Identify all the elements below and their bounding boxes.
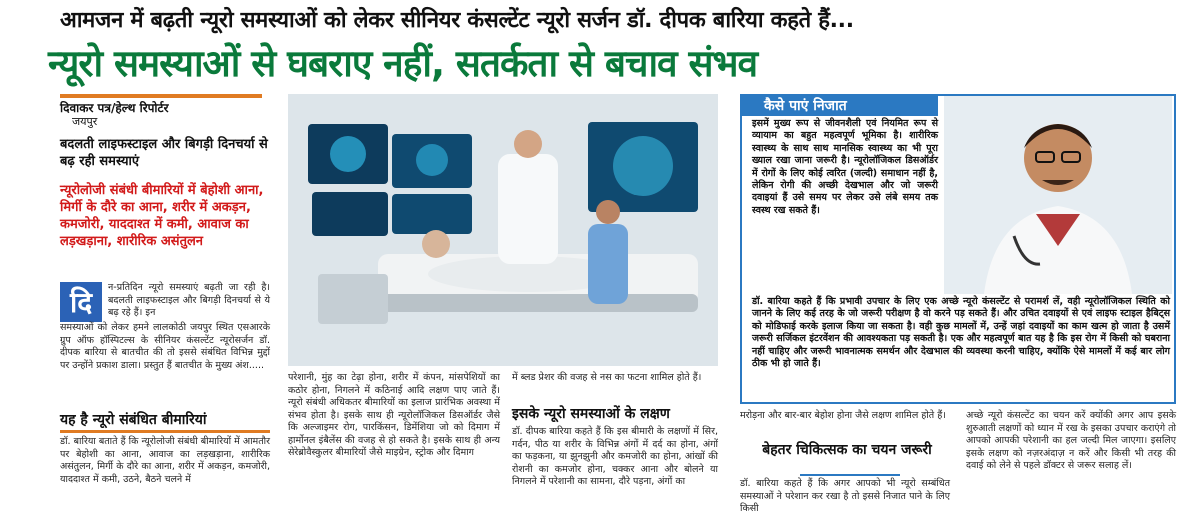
section-underline (60, 430, 270, 433)
headline: न्यूरो समस्याओं से घबराए नहीं, सतर्कता से बचाव संभव (48, 42, 758, 85)
dateline-place: जयपुर (72, 115, 98, 128)
remedy-box-text-continued: डॉ. बारिया कहते हैं कि प्रभावी उपचार के लिए एक अच्छे न्यूरो कंसल्टेंट से परामर्श लें, वही न्यूरोलॉजिकल स्थिति को जानने के लिए कई तरह के जो जरूरी परीक्षण है वो करने पड़ सकते हैं। और उचित दवाइयों से एवं लाइफ स्टाइल हैबिट्स को मोडिफाई करके इलाज किया जा सकता है। वही कुछ मामलों में, उन्हें जहां दवाइयों का काम खत्म हो जाता है उसमें जरूरी सर्जिकल इंटरवेंशन की आवश्यकता पड़ सकती है। एक और महत्वपूर्ण बात यह है कि इस रोग में किसी को घबराना नहीं चाहिए और जरूरी भावनात्मक समर्थन और देखभाल की व्यवस्था करनी चाहिए, क्योंकि ऐसे मामलों में कई बार लोग ठीक भी हो जाते हैं। (752, 296, 1170, 370)
article-text-col2: परेशानी, मुंह का टेढ़ा होना, शरीर में कंपन, मांसपेशियों का कठोर होना, निगलने में कठिनाई आदि लक्षण पाए जाते हैं। न्यूरो संबंधी अधिकतर बीमारियों का इलाज प्रारंभिक अवस्था में संभव होता है। इसके साथ ही न्यूरोलॉजिकल डिसऑर्डर जैसे कि अल्जाइमर रोग, पारकिंसन, डिमेंशिया जो को दिमाग में हार्मोनल इंबैलेंस की वजह से हो सकते है। इसके साथ ही अन्य सेरेब्रोवैस्कुलर बीमारियों जैसे माइग्रेन, स्ट्रोक और दिमाग (288, 372, 500, 458)
hospital-scene-illustration (288, 94, 718, 366)
article-text-col3b: डॉ. बारिया कहते हैं कि अगर आपको भी न्यूरो सम्बंधित समस्याओं ने परेशान कर रखा है तो इससे निजात पाने के लिए किसी (740, 478, 950, 514)
article-text-col1-intro: न-प्रतिदिन न्यूरो समस्याएं बढ़ती जा रही है। बदलती लाइफस्टाइल और बिगड़ी दिनचर्या से ये बढ़ रहे हैं। इन (108, 282, 270, 318)
kicker-line: आमजन में बढ़ती न्यूरो समस्याओं को लेकर सीनियर कंसल्टेंट न्यूरो सर्जन डॉ. दीपक बारिया कहते हैं... (60, 8, 854, 33)
byline-divider (60, 94, 262, 98)
remedy-box-title: कैसे पाएं निजात (742, 96, 938, 116)
remedy-box-text: इसमें मुख्य रूप से जीवनशैली एवं नियमित रूप से व्यायाम का बहुत महत्वपूर्ण भूमिका है। शारीरिक स्वास्थ्य के साथ साथ मानसिक स्वास्थ्य का भी पूरा ख्याल रखा जाना जरूरी है। न्यूरोलॉजिकल डिसऑर्डर में रोगों के लिए कोई त्वरित (जल्दी) समाधान नहीं है, लेकिन रोगी की अच्छी देखभाल और जो जरूरी दवाइयां हैं उसे समय पर लेकर उसे लंबे समय तक स्वस्थ रख सकते हैं। (752, 118, 938, 216)
section-underline-3 (800, 474, 900, 476)
drop-cap: दि (60, 282, 102, 322)
section-heading-symptoms: इसके न्यूरो समस्याओं के लक्षण (512, 406, 670, 422)
article-text-col4: अच्छे न्यूरो कंसल्टेंट का चयन करें क्योंकी अगर आप इसके शुरुआती लक्षणों को ध्यान में रख के इसका उपचार कराएंगे तो आपको आपकी परेशानी का हल जल्दी मिल जाएगा। इसलिए इसके लक्षण को नज़रअंदाज़ न करें और किसी भी तरह की दवाई को लेने से पहले डॉक्टर से जरूर सलाह लें। (966, 410, 1176, 471)
doctor-portrait-illustration (944, 96, 1172, 294)
article-text-col2c: डॉ. दीपक बारिया कहते हैं कि इस बीमारी के लक्षणों में सिर, गर्दन, पीठ या शरीर के विभिन्न अंगों में दर्द का होना, अंगों का फड़कना, या झुनझुनी और कमजोरी का होना, आंखों की रोशनी का कमजोर होना, चक्कर आना और बोलने या निगलने में परेशानी का सामना, दौरे पड़ना, अंगों का (512, 426, 718, 487)
section-heading-diseases: यह है न्यूरो संबंधित बीमारियां (60, 412, 207, 428)
highlight-text: न्यूरोलोजी संबंधी बीमारियों में बेहोशी आना, मिर्गी के दौरे का आना, शरीर में अकड़न, कमजोरी, याददाश्त में कमी, आवाज का लड़खड़ाना, शारीरिक असंतुलन (60, 183, 264, 249)
article-text-col2b: में ब्लड प्रेशर की वजह से नस का फटना शामिल होते हैं। (512, 372, 702, 383)
byline: दिवाकर पत्र/हेल्थ रिपोर्टर (60, 101, 169, 115)
article-text-col1-lower: डॉ. बारिया बताते हैं कि न्यूरोलोजी संबंधी बीमारियों में आमतौर पर बेहोशी का आना, आवाज का लड़खड़ाना, शारीरिक असंतुलन, मिर्गी के दौरे का आना, शरीर में अकड़न, कमजोरी, याददाश्त में कमी, उठने, बैठने चलने में (60, 436, 270, 485)
doctor-portrait (944, 96, 1172, 294)
article-text-col1: समस्याओं को लेकर हमने लालकोठी जयपुर स्थित एसआरके ग्रुप ऑफ हॉस्पिटल्स के सीनियर कंसल्टेंट न्यूरोसर्जन डॉ. दीपक बारिया से बातचीत की तो इससे संबंधित विभिन्न मुद्दों पर उन्होंने प्रकाश डाला। प्रस्तुत हैं बातचीत के मुख्य अंश..... (60, 322, 270, 371)
subheadline: बदलती लाइफस्टाइल और बिगड़ी दिनचर्या से बढ़ रही समस्याएं (60, 137, 268, 169)
section-heading-doctor-choice: बेहतर चिकित्सक का चयन जरूरी (762, 442, 932, 458)
hospital-photo (288, 94, 718, 366)
article-text-col3: मरोड़ना और बार-बार बेहोश होना जैसे लक्षण शामिल होते हैं। (740, 410, 946, 421)
